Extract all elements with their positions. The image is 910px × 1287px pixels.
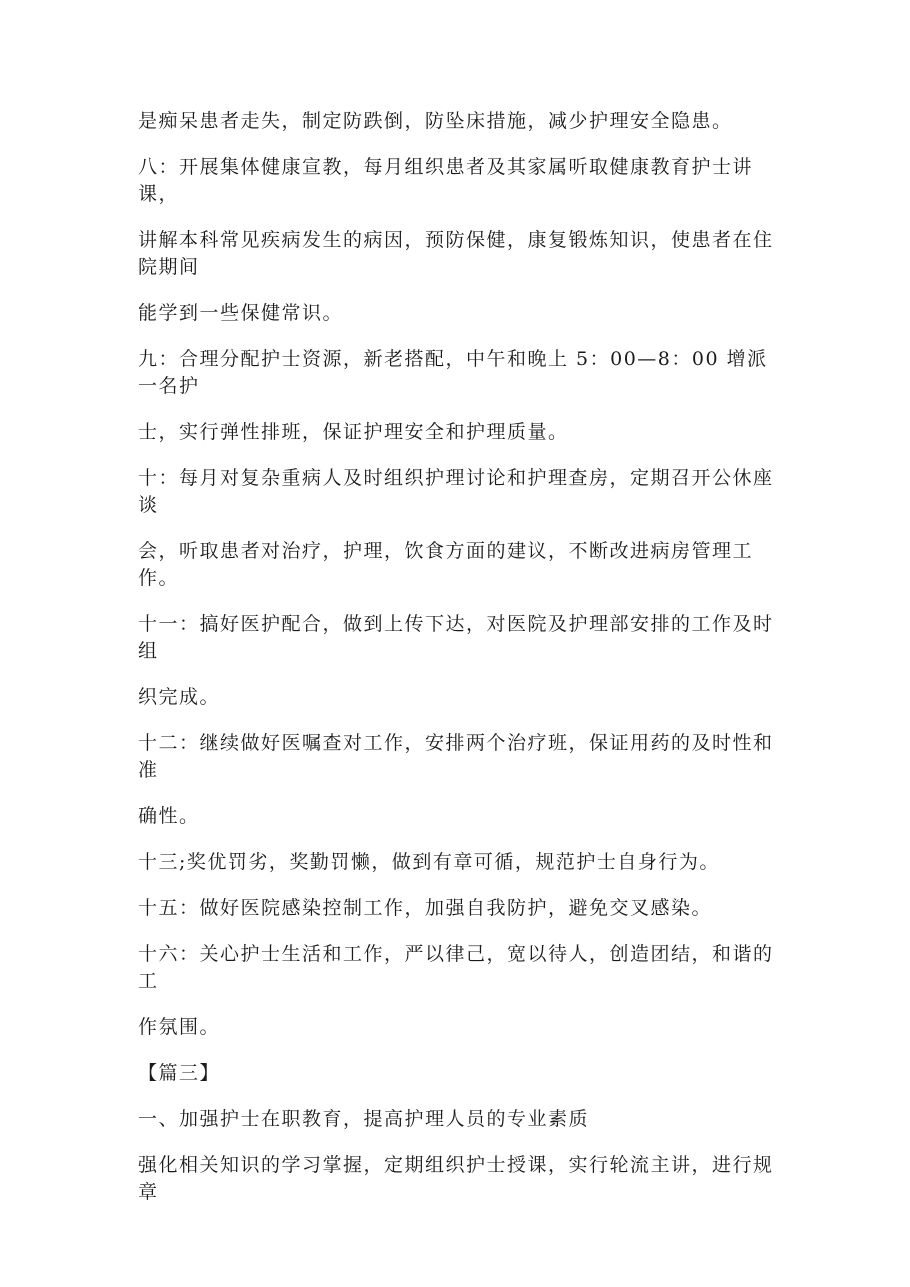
paragraph: 十三;奖优罚劣，奖勤罚懒，做到有章可循，规范护士自身行为。 bbox=[138, 851, 720, 873]
paragraph: 十六：关心护士生活和工作，严以律己，宽以待人，创造团结，和谐的工 bbox=[138, 943, 774, 992]
paragraph: 十二：继续做好医嘱查对工作，安排两个治疗班，保证用药的及时性和准 bbox=[138, 732, 774, 781]
paragraph: 八：开展集体健康宣教，每月组织患者及其家属听取健康教育护士讲课， bbox=[138, 156, 754, 205]
paragraph: 强化相关知识的学习掌握，定期组织护士授课，实行轮流主讲，进行规章 bbox=[138, 1154, 774, 1203]
paragraph: 十一：搞好医护配合，做到上传下达，对医院及护理部安排的工作及时组 bbox=[138, 613, 774, 662]
section-heading: 【篇三】 bbox=[138, 1062, 221, 1084]
document-body bbox=[138, 108, 778, 1225]
paragraph: 士，实行弹性排班，保证护理安全和护理质量。 bbox=[138, 421, 569, 443]
paragraph: 九：合理分配护士资源，新老搭配，中午和晚上 5：00—8：00 增派一名护 bbox=[138, 348, 768, 397]
paragraph: 十五：做好医院感染控制工作，加强自我防护，避免交叉感染。 bbox=[138, 897, 713, 919]
paragraph: 一、加强护士在职教育，提高护理人员的专业素质 bbox=[138, 1108, 590, 1130]
paragraph: 讲解本科常见疾病发生的病因，预防保健，康复锻炼知识，使患者在住院期间 bbox=[138, 229, 774, 278]
paragraph: 作氛围。 bbox=[138, 1016, 221, 1038]
paragraph: 能学到一些保健常识。 bbox=[138, 302, 344, 324]
paragraph: 是痴呆患者走失，制定防跌倒，防坠床措施，减少护理安全隐患。 bbox=[138, 110, 733, 132]
paragraph: 织完成。 bbox=[138, 686, 221, 708]
paragraph: 十：每月对复杂重病人及时组织护理讨论和护理查房，定期召开公休座谈 bbox=[138, 467, 774, 516]
paragraph: 会，听取患者对治疗，护理，饮食方面的建议，不断改进病房管理工作。 bbox=[138, 540, 754, 589]
paragraph: 确性。 bbox=[138, 805, 200, 827]
